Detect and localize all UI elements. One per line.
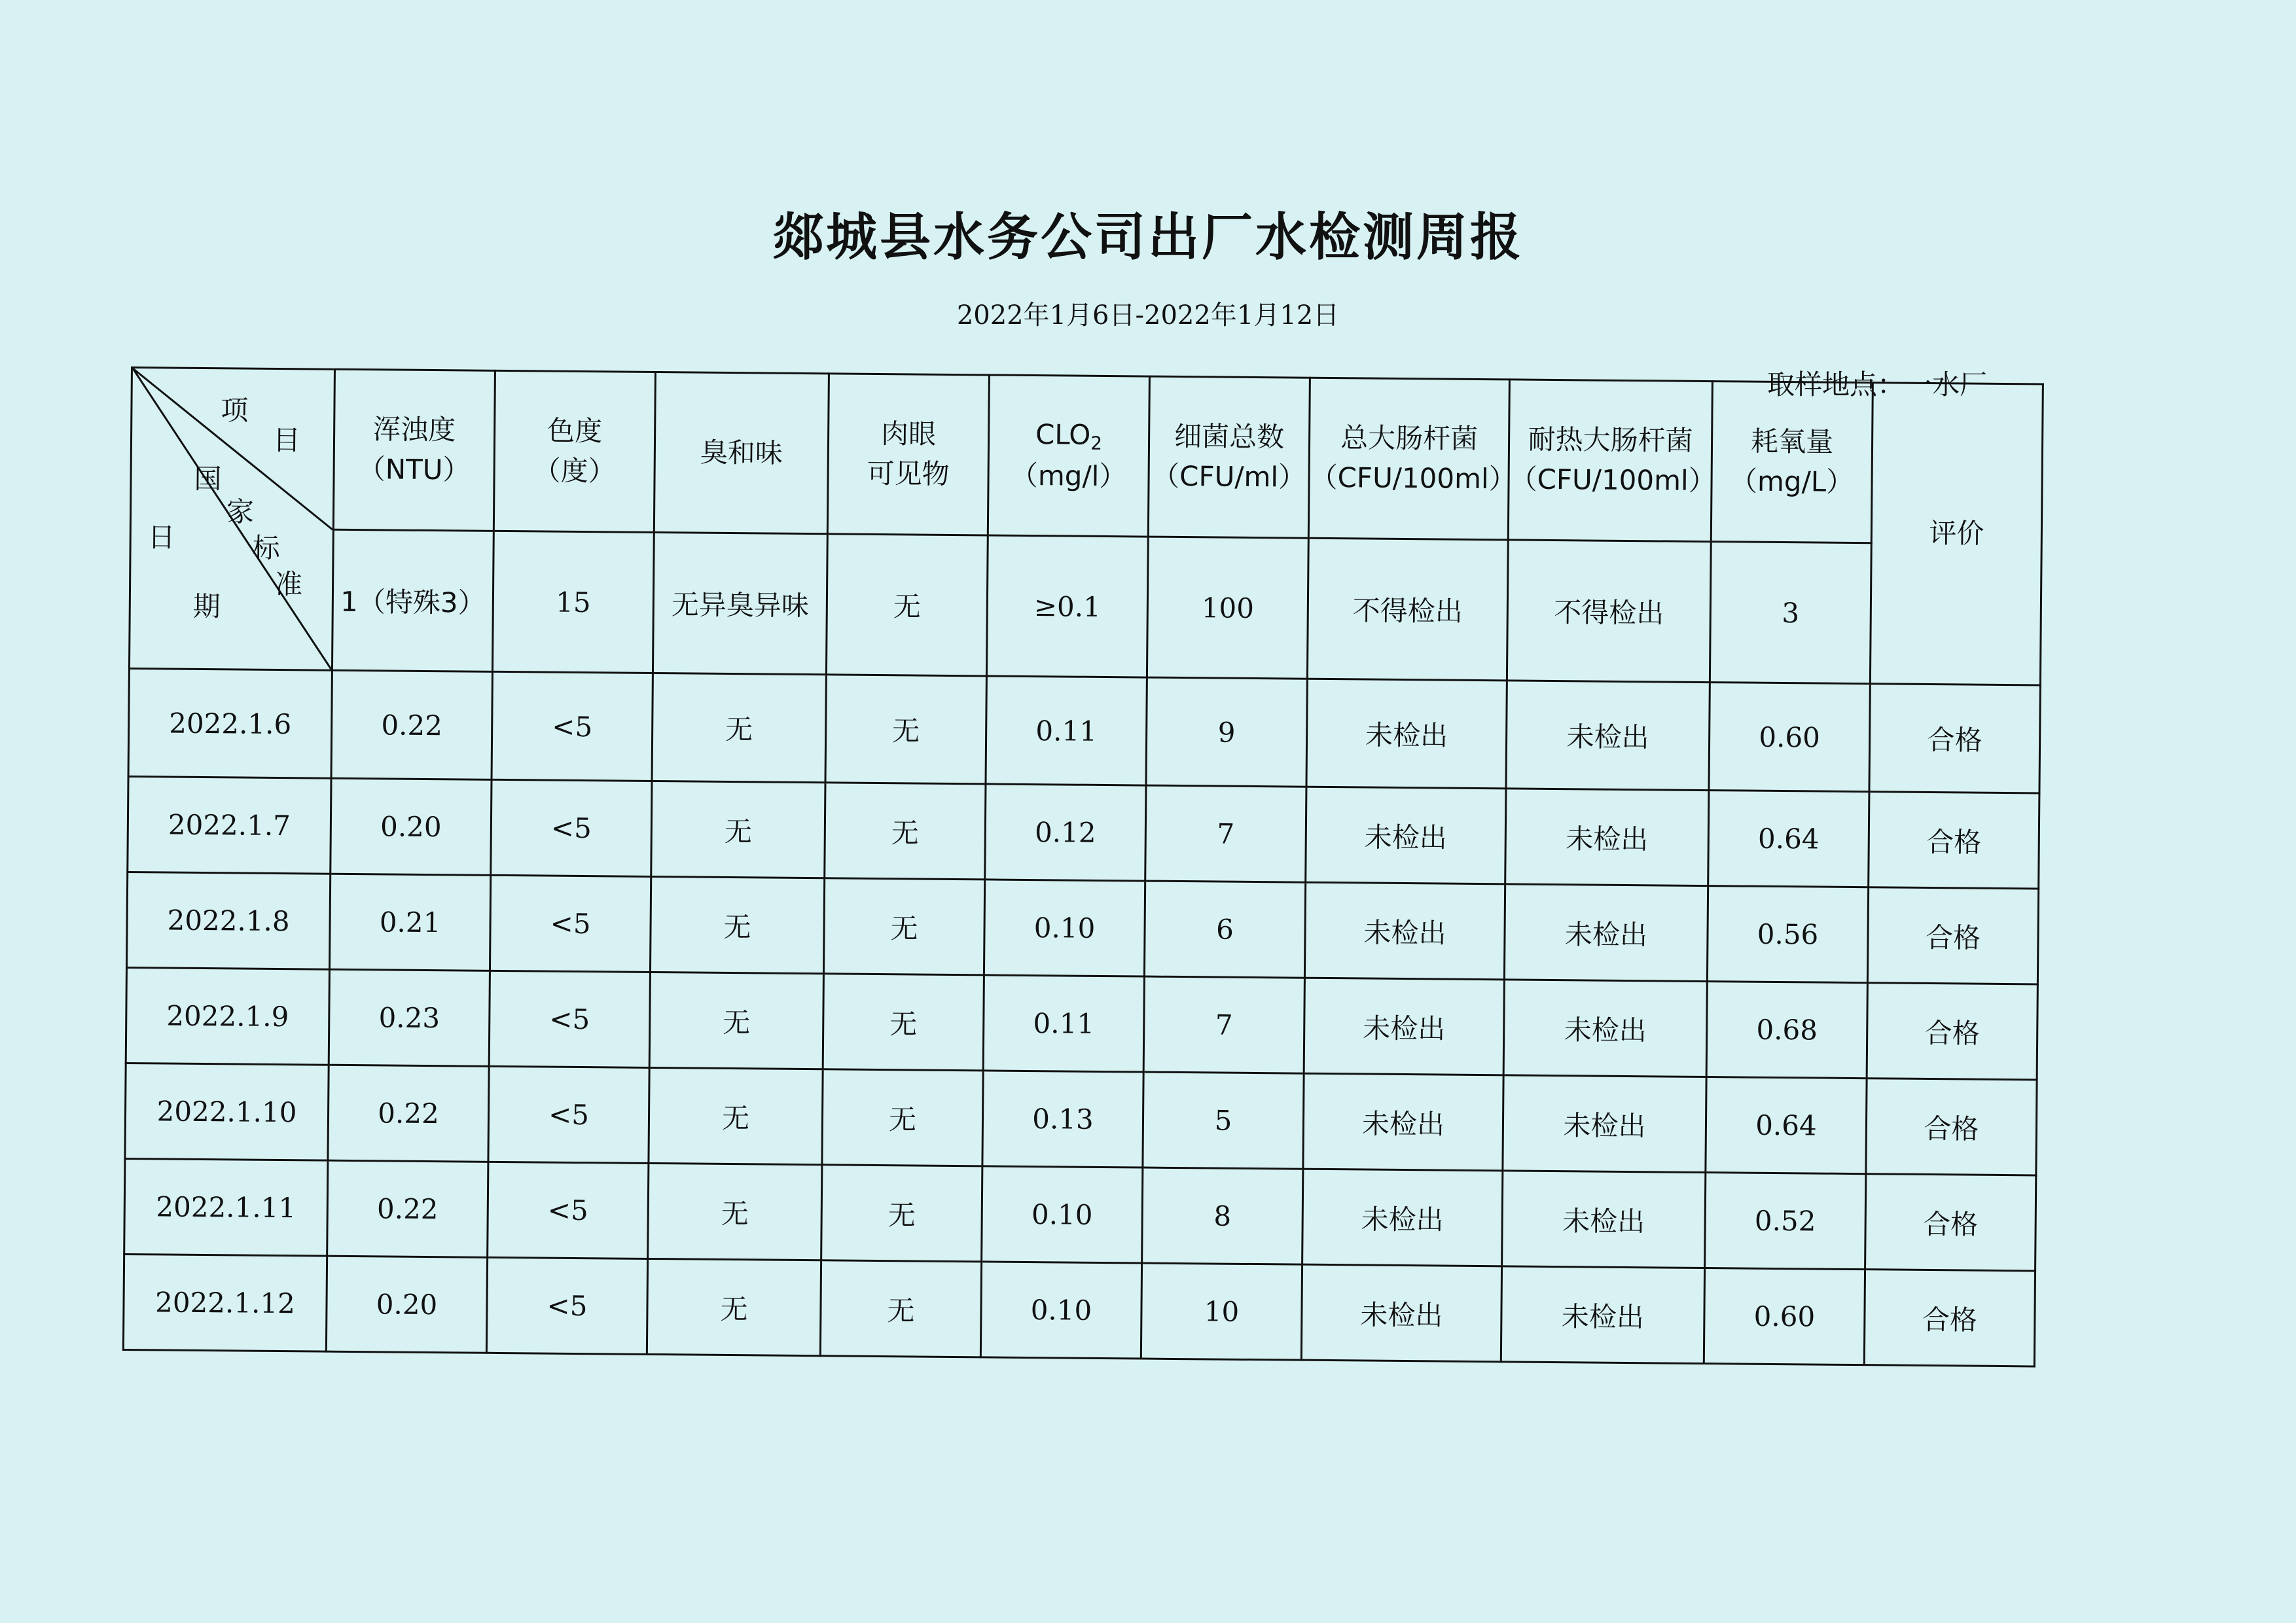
value-cell: 未检出 (1503, 1075, 1706, 1173)
value-cell: 9 (1146, 677, 1307, 787)
sampling-site: 取样地点：一水厂 (1767, 368, 1988, 401)
date-cell: 2022.1.10 (125, 1063, 329, 1160)
table-row (126, 967, 2037, 1079)
column-unit: （CFU/ml） (1151, 459, 1306, 493)
column-name: 色度 (547, 414, 603, 448)
column-name: 耗氧量 (1750, 425, 1834, 458)
value-cell: 0.12 (985, 784, 1146, 881)
value-cell: 8 (1142, 1168, 1303, 1264)
standard-limit-cell: 无 (826, 534, 988, 676)
value-cell: 无 (823, 974, 984, 1071)
column-name: 浑浊度 (372, 413, 456, 446)
standard-limit-cell: ≥0.1 (986, 535, 1148, 677)
column-name-subscript: 2 (1090, 432, 1103, 454)
value-cell: 无 (825, 783, 986, 880)
column-name: CLO (1035, 418, 1091, 451)
value-cell: 无 (821, 1165, 982, 1262)
column-name: 臭和味 (700, 436, 783, 469)
value-cell: 0.11 (986, 676, 1147, 785)
corner-standard-char-1: 国 (194, 462, 222, 495)
value-cell: 无 (649, 1067, 823, 1164)
column-unit: （CFU/100ml） (1310, 461, 1516, 495)
date-cell: 2022.1.7 (128, 776, 331, 874)
corner-standard-char-2: 家 (226, 495, 255, 528)
value-cell: 0.20 (331, 778, 492, 875)
value-cell: <5 (491, 779, 652, 876)
value-cell: 0.56 (1707, 886, 1868, 983)
value-cell: 0.10 (980, 1262, 1141, 1359)
column-unit: （NTU） (357, 453, 471, 486)
value-cell: <5 (489, 971, 650, 1067)
value-cell: 未检出 (1303, 1073, 1503, 1171)
report-title: 郯城县水务公司出厂水检测周报 (772, 208, 1524, 267)
value-cell: 0.22 (331, 670, 492, 779)
value-cell: 无 (648, 1163, 822, 1260)
value-cell: 0.10 (982, 1166, 1143, 1263)
value-cell: 0.10 (984, 880, 1145, 976)
value-cell: 0.13 (982, 1071, 1143, 1168)
value-cell: 0.52 (1705, 1173, 1866, 1270)
corner-item-char-2: 目 (272, 423, 301, 457)
value-cell: 无 (823, 878, 984, 975)
date-cell: 2022.1.9 (126, 967, 329, 1065)
value-cell: 0.23 (329, 969, 490, 1066)
value-cell: 未检出 (1502, 1171, 1706, 1268)
column-header (1508, 380, 1716, 542)
corner-header-cell (129, 368, 334, 671)
column-unit: （mg/l） (1010, 459, 1127, 493)
value-cell: 0.64 (1708, 791, 1869, 887)
date-cell: 2022.1.12 (123, 1254, 327, 1351)
value-cell: <5 (486, 1257, 647, 1354)
corner-standard-char-4: 准 (274, 567, 303, 601)
column-header (1711, 382, 1873, 543)
value-cell: 未检出 (1306, 787, 1506, 884)
column-header (1148, 376, 1310, 538)
column-unit: 可见物 (867, 457, 950, 490)
value-cell: 7 (1143, 976, 1304, 1073)
value-cell: 未检出 (1501, 1266, 1704, 1364)
value-cell: 无 (651, 781, 825, 878)
value-cell: 0.22 (327, 1160, 488, 1257)
value-cell: 未检出 (1301, 1264, 1501, 1362)
column-header (333, 369, 495, 531)
column-header (988, 375, 1149, 537)
evaluation-cell: 合格 (1869, 684, 2040, 793)
value-cell: 未检出 (1505, 789, 1709, 886)
value-cell: 0.64 (1706, 1077, 1867, 1174)
value-cell: 0.22 (328, 1065, 489, 1162)
value-cell: <5 (488, 1162, 649, 1258)
value-cell: 无 (822, 1069, 983, 1166)
report-period: 2022年1月6日-2022年1月12日 (956, 300, 1340, 330)
column-unit: （度） (533, 454, 616, 488)
water-quality-table (122, 366, 2044, 1367)
value-cell: 5 (1143, 1072, 1304, 1169)
column-header (493, 370, 655, 532)
value-cell: 7 (1145, 785, 1306, 882)
value-cell: 无 (647, 1258, 821, 1355)
table-row (126, 872, 2038, 984)
column-name: 肉眼 (880, 418, 937, 450)
value-cell: 未检出 (1506, 681, 1710, 791)
evaluation-cell: 合格 (1864, 1270, 2035, 1366)
table-row (123, 1254, 2035, 1366)
value-cell: 无 (820, 1260, 981, 1357)
value-cell: 10 (1141, 1263, 1302, 1360)
column-header (1308, 378, 1516, 540)
value-cell: 无 (649, 972, 823, 1069)
evaluation-cell: 合格 (1866, 1079, 2037, 1175)
corner-date-char-1: 日 (147, 521, 175, 554)
value-cell: 0.68 (1706, 982, 1867, 1079)
value-cell: 未检出 (1504, 884, 1708, 982)
column-unit: （CFU/100ml） (1509, 463, 1716, 497)
value-cell: <5 (490, 875, 651, 972)
standard-limit-cell: 1（特殊3） (332, 529, 493, 671)
value-cell: 无 (825, 675, 986, 784)
date-cell: 2022.1.6 (128, 668, 332, 778)
table-row (124, 1158, 2036, 1270)
value-cell: 未检出 (1306, 679, 1507, 789)
column-name: 细菌总数 (1174, 420, 1285, 454)
value-cell: 无 (650, 876, 824, 973)
evaluation-cell: 合格 (1869, 792, 2039, 889)
corner-date-char-2: 期 (192, 590, 221, 623)
table-row (128, 776, 2039, 888)
value-cell: 未检出 (1503, 980, 1707, 1077)
value-cell: 未检出 (1304, 882, 1505, 980)
standard-limit-cell: 不得检出 (1307, 538, 1508, 681)
column-header (654, 372, 829, 533)
evaluation-cell: 合格 (1867, 983, 2037, 1080)
column-name: 总大肠杆菌 (1340, 421, 1479, 455)
corner-standard-char-3: 标 (252, 531, 280, 564)
column-unit: （mg/L） (1729, 465, 1854, 498)
value-cell: 0.21 (329, 874, 490, 971)
table-row (125, 1063, 2037, 1175)
value-cell: 0.60 (1704, 1268, 1865, 1365)
date-cell: 2022.1.8 (126, 872, 330, 969)
standard-limit-cell: 15 (492, 531, 654, 673)
value-cell: 0.20 (326, 1256, 487, 1353)
value-cell: 未检出 (1304, 978, 1504, 1075)
value-cell: 6 (1144, 881, 1305, 978)
corner-item-char-1: 项 (221, 394, 249, 427)
value-cell: <5 (488, 1066, 649, 1163)
standard-limit-cell: 3 (1710, 542, 1871, 684)
standard-limit-cell: 无异臭异味 (653, 532, 827, 674)
value-cell: 无 (652, 673, 826, 782)
value-cell: 未检出 (1302, 1169, 1503, 1266)
value-cell: 0.11 (983, 975, 1144, 1072)
standard-limit-cell: 100 (1147, 537, 1308, 679)
date-cell: 2022.1.11 (124, 1158, 328, 1256)
evaluation-cell: 合格 (1865, 1174, 2036, 1271)
standard-limit-cell: 不得检出 (1507, 540, 1711, 683)
evaluation-header: 评价 (1870, 383, 2043, 685)
value-cell: 0.60 (1709, 683, 1870, 792)
evaluation-cell: 合格 (1867, 887, 2038, 984)
column-header (827, 374, 989, 535)
column-name: 耐热大肠杆菌 (1528, 423, 1693, 457)
table-row (128, 668, 2040, 793)
value-cell: <5 (492, 671, 653, 781)
